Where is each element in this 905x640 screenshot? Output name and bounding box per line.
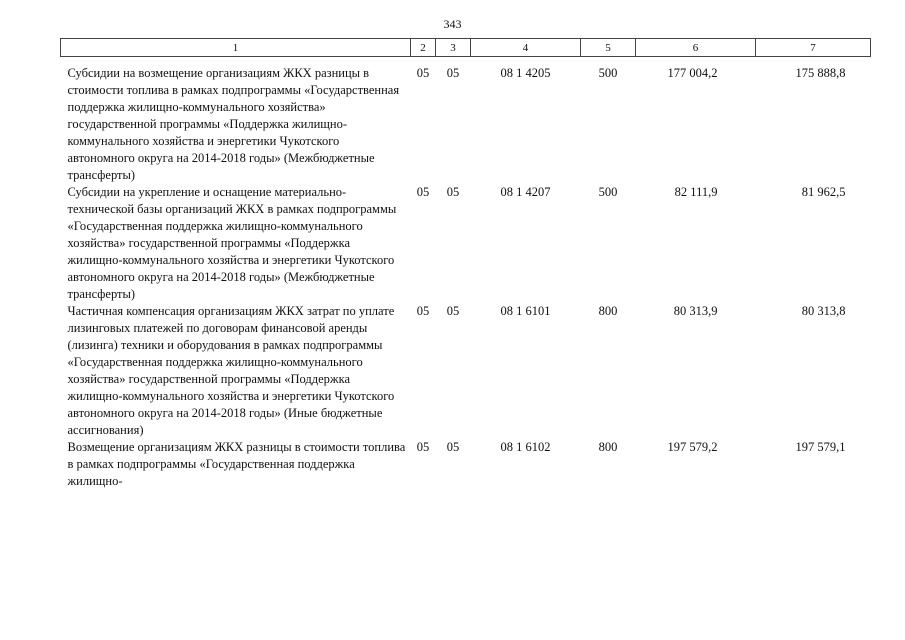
row-amount-1: 197 579,2 [667,440,718,454]
row-amount-1: 177 004,2 [667,66,718,80]
row-amount-2: 175 888,8 [795,66,846,80]
row-section: 05 [416,304,430,318]
header-col-2: 2 [411,39,436,57]
row-expense-type: 800 [598,304,618,318]
header-col-5: 5 [581,39,636,57]
row-subsection: 05 [446,66,460,80]
table-row [61,303,871,439]
row-expense-type: 500 [598,66,618,80]
row-description: Субсидии на укрепление и оснащение материально-технической базы организаций ЖКХ в рамках подпрограммы «Государственная поддержка жилищно-коммунального хозяйства» государственной программы «Поддержка жилищно-коммунального хозяйства и энергетики Чукотского автономного округа на 2014-2018 годы» (Межбюджетные трансферты) [67,185,397,301]
row-expense-type: 500 [598,185,618,199]
budget-table [60,38,871,490]
row-amount-2: 197 579,1 [795,440,846,454]
header-col-1: 1 [61,39,411,57]
header-col-4: 4 [471,39,581,57]
row-subsection: 05 [446,304,460,318]
row-section: 05 [416,66,430,80]
row-amount-2: 81 962,5 [801,185,846,199]
header-col-6: 6 [636,39,756,57]
row-amount-1: 80 313,9 [673,304,718,318]
row-amount-1: 82 111,9 [674,185,718,199]
table-row [61,57,871,185]
row-description: Субсидии на возмещение организациям ЖКХ разницы в стоимости топлива в рамках подпрограммы «Государственная поддержка жилищно-коммунального хозяйства» государственной программы «Поддержка жилищно-коммунального хозяйства и энергетики Чукотского автономного округа на 2014-2018 годы» (Межбюджетные трансферты) [67,66,400,182]
row-description: Частичная компенсация организациям ЖКХ затрат по уплате лизинговых платежей по договорам финансовой аренды (лизинга) техники и оборудования в рамках подпрограммы «Государственная поддержка жилищно-коммунального хозяйства» государственной программы «Поддержка жилищно-коммунального хозяйства и энергетики Чукотского автономного округа на 2014-2018 годы» (Иные бюджетные ассигнования) [67,304,395,437]
row-expense-type: 800 [598,440,618,454]
row-target-article: 08 1 6101 [500,304,551,318]
header-col-3: 3 [436,39,471,57]
row-amount-2: 80 313,8 [801,304,846,318]
header-col-7: 7 [756,39,871,57]
table-row [61,184,871,303]
row-section: 05 [416,440,430,454]
row-subsection: 05 [446,185,460,199]
header-row [61,39,871,57]
row-section: 05 [416,185,430,199]
row-subsection: 05 [446,440,460,454]
row-target-article: 08 1 6102 [500,440,551,454]
row-target-article: 08 1 4207 [500,185,551,199]
page-number: 343 [443,17,462,31]
table-row [61,439,871,490]
row-target-article: 08 1 4205 [500,66,551,80]
row-description: Возмещение организациям ЖКХ разницы в стоимости топлива в рамках подпрограммы «Государственная поддержка жилищно- [67,440,406,488]
